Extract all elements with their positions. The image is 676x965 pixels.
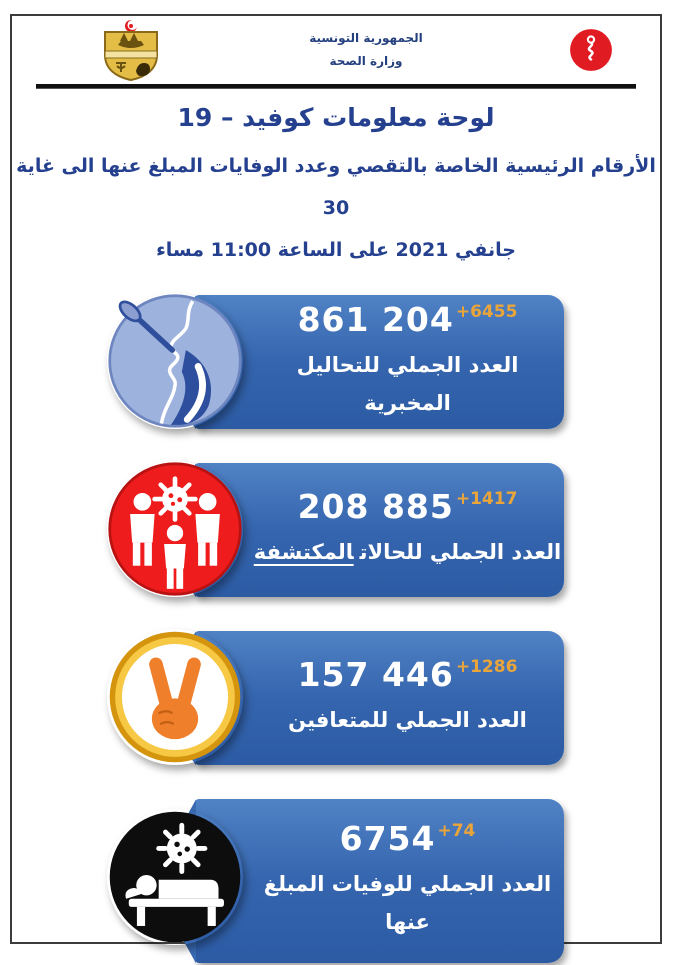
infected-people-virus-icon bbox=[107, 461, 243, 597]
stat-delta: +1286 bbox=[455, 657, 518, 678]
death-bed-virus-icon bbox=[107, 809, 243, 945]
victory-hand-icon bbox=[107, 629, 243, 765]
stat-banner bbox=[195, 463, 564, 597]
document-page bbox=[10, 14, 662, 944]
republic-label: الجمهورية التونسية bbox=[309, 31, 423, 46]
header bbox=[12, 16, 660, 80]
stat-value-line bbox=[340, 821, 476, 857]
subtitle-line-2: جانفي 2021 على الساعة 11:00 مساء bbox=[156, 238, 516, 261]
ministry-label: وزارة الصحة bbox=[329, 54, 403, 68]
stats-cards bbox=[12, 293, 660, 965]
stat-card-recovered bbox=[107, 629, 564, 767]
stat-delta: +6455 bbox=[455, 302, 518, 323]
stat-card-detected-cases bbox=[107, 461, 564, 599]
stat-value: 157 446 bbox=[297, 655, 454, 695]
stat-card-laboratory-tests bbox=[107, 293, 564, 431]
stat-delta: +74 bbox=[437, 821, 476, 842]
health-ministry-logo-icon bbox=[568, 27, 614, 73]
stat-banner bbox=[195, 799, 564, 963]
stat-value-line bbox=[298, 489, 518, 525]
stat-card-reported-deaths bbox=[107, 797, 564, 965]
stat-value: 861 204 bbox=[297, 300, 454, 340]
stat-value-line bbox=[298, 302, 518, 338]
stat-banner bbox=[195, 295, 564, 429]
stat-value: 6754 bbox=[339, 819, 436, 859]
stat-banner bbox=[195, 631, 564, 765]
page-title: لوحة معلومات كوفيد – 19 bbox=[177, 103, 495, 132]
header-divider bbox=[36, 84, 636, 89]
tunisia-coat-of-arms bbox=[98, 19, 164, 81]
stat-delta: +1417 bbox=[455, 489, 518, 510]
stat-label: العدد الجملي للمتعافين bbox=[288, 707, 527, 732]
stat-label: العدد الجملي للوفيات المبلغ عنها bbox=[263, 871, 552, 934]
subtitle-line-1: الأرقام الرئيسية الخاصة بالتقصي وعدد الوفايات المبلغ عنها الى غاية 30 bbox=[16, 155, 656, 219]
header-titles bbox=[164, 27, 568, 73]
stat-label: العدد الجملي للتحاليل المخبرية bbox=[296, 352, 519, 415]
stat-value-line bbox=[298, 657, 518, 693]
page-subtitle bbox=[12, 146, 660, 271]
nasal-swab-test-icon bbox=[107, 293, 243, 429]
stat-label: العدد الجملي للحالاتالمكتشفة bbox=[253, 539, 562, 564]
stat-value: 208 885 bbox=[297, 487, 454, 527]
